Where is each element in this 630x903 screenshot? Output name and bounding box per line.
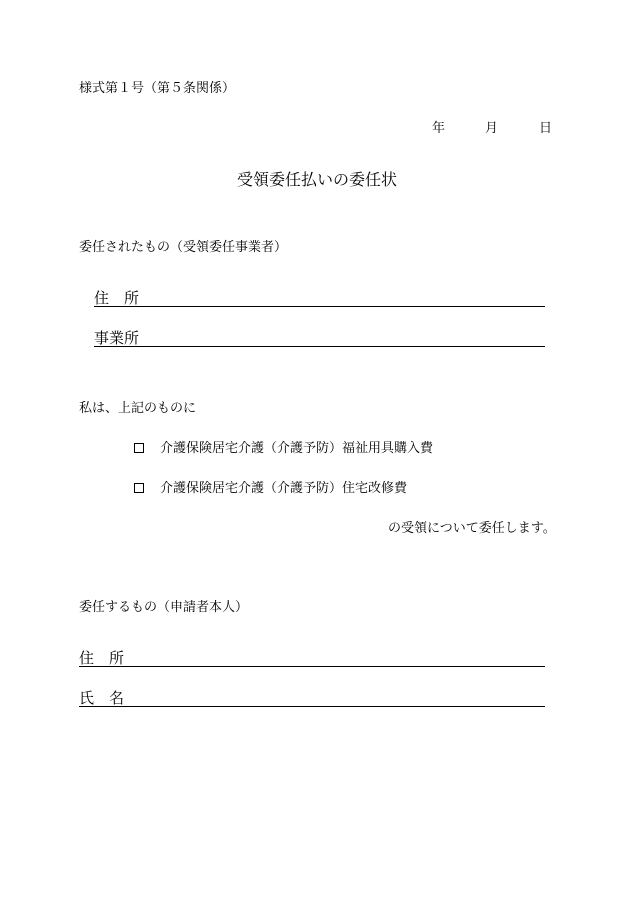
welfare-equipment-option-label: 介護保険居宅介護（介護予防）福祉用具購入費 bbox=[160, 441, 434, 456]
form-number: 様式第１号（第５条関係） bbox=[79, 81, 236, 96]
delegate-office-line[interactable] bbox=[94, 346, 545, 347]
delegate-office-label: 事業所 bbox=[94, 329, 140, 347]
statement-closing: の受領について委任します。 bbox=[388, 521, 556, 536]
statement-intro: 私は、上記のものに bbox=[79, 401, 197, 416]
delegator-name-label: 氏 名 bbox=[79, 689, 125, 707]
delegate-heading: 委任されたもの（受領委任事業者） bbox=[79, 240, 288, 255]
date-day-label: 日 bbox=[539, 121, 553, 136]
home-renovation-option-label: 介護保険居宅介護（介護予防）住宅改修費 bbox=[160, 481, 408, 496]
delegate-address-label: 住 所 bbox=[94, 289, 140, 307]
document-title: 受領委任払いの委任状 bbox=[237, 170, 398, 189]
delegator-address-label: 住 所 bbox=[79, 649, 125, 667]
date-month-label: 月 bbox=[485, 121, 499, 136]
home-renovation-checkbox[interactable] bbox=[134, 483, 144, 493]
delegator-address-line[interactable] bbox=[79, 666, 545, 667]
date-year-label: 年 bbox=[432, 121, 446, 136]
delegate-address-line[interactable] bbox=[94, 306, 545, 307]
delegator-heading: 委任するもの（申請者本人） bbox=[79, 600, 249, 615]
welfare-equipment-checkbox[interactable] bbox=[134, 443, 144, 453]
delegator-name-line[interactable] bbox=[79, 706, 545, 707]
